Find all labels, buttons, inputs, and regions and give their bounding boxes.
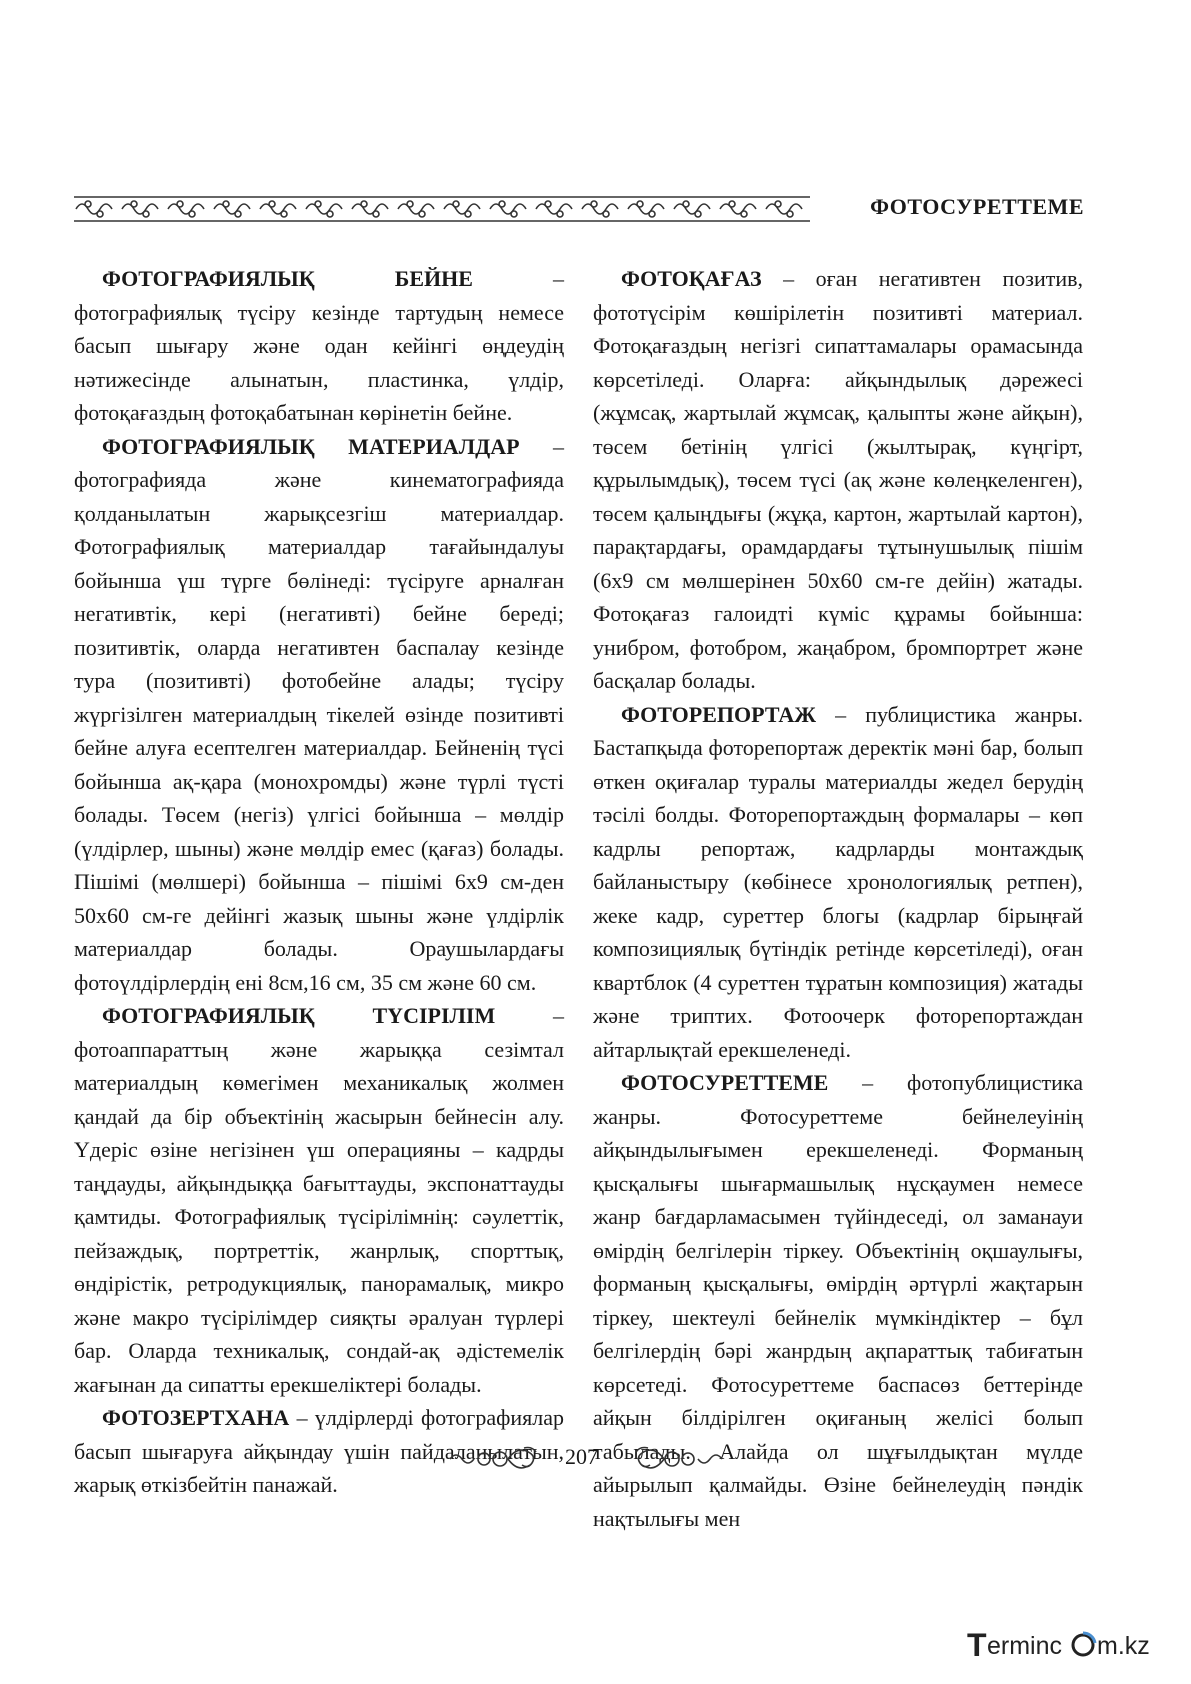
entry-term: ФОТОСУРЕТТЕМЕ (621, 1070, 829, 1095)
entry-definition: – фотоаппараттың және жарыққа сезімтал материалдың көмегімен механикалық жолмен қандай да бір объектінің жасырын бейнесін алу. Үдеріс өзіне негізінен үш операцияны – кадрды таңдауды, айқындыққа бағыттауды, экспонаттауды қамтиды. Фотографиялық түсірілімнің: сәулеттік, пейзаждық, портреттік, жанрлық, спорттық, өндірістік, ретродукциялық, панорамалық, микро және макро түсірілімдер сияқты әралуан түрлері бар. Оларда техникалық, сондай-ақ әдістемелік жағынан да сипатты ерекшеліктері болады. (74, 1003, 564, 1397)
page-number: 207 (565, 1444, 598, 1469)
entry-term: ФОТОҚАҒАЗ (621, 266, 762, 291)
dictionary-entry (74, 430, 564, 1000)
running-head: ФОТОСУРЕТТЕМЕ (870, 194, 1084, 219)
page-header (72, 188, 1084, 228)
entry-definition: – оған негативтен позитив, фототүсірім көшірілетін позитивті материал. Фотоқағаздың негізгі сипаттамалары орамасында көрсетіледі. Оларға: айқындылық дәрежесі (жұмсақ, жартылай жұмсақ, қалыпты және айқын), төсем бетінің үлгісі (жылтырақ, күңгірт, құрылымдық), төсем түсі (ақ және көлеңкеленген), төсем қалыңдығы (жұқа, картон, жартылай картон), парақтардағы, орамдардағы тұтынушылық пішім (6x9 см мөлшерінен 50x60 см-ге дейін) жатады. Фотоқағаз галоидті күміс құрамы бойынша: унибром, фотобром, жаңабром, бромпортрет және басқалар болады. (593, 266, 1083, 693)
entry-term: ФОТОЗЕРТХАНА (102, 1405, 290, 1430)
left-column (74, 262, 564, 1502)
entry-term: ФОТОГРАФИЯЛЫҚ ТҮСІРІЛІМ (102, 1003, 496, 1028)
dictionary-entry (593, 698, 1083, 1067)
footer-ornament-left (446, 1442, 540, 1476)
entry-term: ФОТОГРАФИЯЛЫҚ БЕЙНЕ (102, 266, 473, 291)
entry-definition: – фотографиялық түсіру кезінде тартудың немесе басып шығару және одан кейінгі өңдеудің нәтижесінде алынатын, пластинка, үлдір, фотоқағаздың фотоқабатынан көрінетін бейне. (74, 266, 565, 425)
svg-text:T: T (967, 1627, 987, 1663)
entry-definition: – үлдірлерді фотографиялар басып шығаруға айқындау үшін пайдаланылатын, жарық өткізбейтін панажай. (74, 1405, 564, 1497)
entry-definition: – публицистика жанры. Бастапқыда фоторепортаж деректік мәні бар, болып өткен оқиғалар туралы материалды жедел берудің тәсілі болды. Фоторепортаждың формалары – көп кадрлы репортаж, кадрларды монтаждық байланыстыру (көбінесе хронологиялық ретпен), жеке кадр, суреттер блогы (кадрлар бірыңғай композициялық бүтіндік ретінде көрсетіледі), оған квартблок (4 суреттен тұратын композиция) жатады және триптих. Фотоочерк фоторепортаждан айтарлықтай ерекшеленеді. (593, 701, 1083, 1062)
dictionary-entry (593, 262, 1083, 698)
entry-definition: – фотопублицистика жанры. Фотосуреттеме бейнелеуінің айқындылығымен ерекшеленеді. Форманың қысқалығы шығармашылық нұсқаумен немесе жанр бағдарламасымен түйіндеседі, ол заманауи өмірдің белгілерін тіркеу. Объектінің оқшаулығы, форманың қысқалығы, өмірдің әртүрлі жақтарын тіркеу, шектеулі бейнелік мүмкіндіктер – бұл белгілердің бәрі жанрдың ақпараттық табиғатын көрсетеді. Фотосуреттеме баспасөз беттерінде айқын білдірілген оқиғаның желісі болып табылады. Алайда ол шұғылдықтан мүлде айырылып қалмайды. Өзіне бейнелеудің пәндік нақтылығы мен (593, 1070, 1083, 1531)
svg-text:m.kz: m.kz (1097, 1632, 1150, 1660)
entry-term: ФОТОГРАФИЯЛЫҚ МАТЕРИАЛДАР (102, 433, 520, 459)
footer-ornament-right (632, 1442, 726, 1476)
dictionary-entry (74, 262, 564, 430)
page-footer (0, 1442, 1191, 1482)
dictionary-entry (74, 999, 564, 1401)
entry-definition: – фотографияда және кинематографияда қолданылатын жарықсезгіш материалдар. Фотографиялық материалдар тағайындалуы бойынша үш түрге бөлінеді: түсіруге арналған негативтік, кері (негативті) бейне береді; позитивтік, оларда негативтен баспалау кезінде тура (позитивті) фотобейне алады; түсіру жүргізілген материалдың тікелей өзінде позитивті бейне алуға есептелген материалдар. Бейненің түсі бойынша ақ-қара (монохромды) және түрлі түсті болады. Төсем (негіз) үлгісі бойынша – мөлдір (үлдірлер, шыны) және мөлдір емес (қағаз) болады. Пішімі (мөлшері) бойынша – пішімі 6x9 см-ден 50x60 см-ге дейінгі жазық шыны және үлдірлік материалдар болады. Ораушылардағы фотоүлдірлердің ені 8см,16 см, 35 см және 60 см. (74, 433, 564, 995)
ornamental-border-band (72, 194, 812, 224)
entry-term: ФОТОРЕПОРТАЖ (621, 701, 817, 727)
right-column (593, 262, 1083, 1535)
svg-text:erminc: erminc (987, 1632, 1063, 1660)
watermark-logo (961, 1622, 1179, 1666)
